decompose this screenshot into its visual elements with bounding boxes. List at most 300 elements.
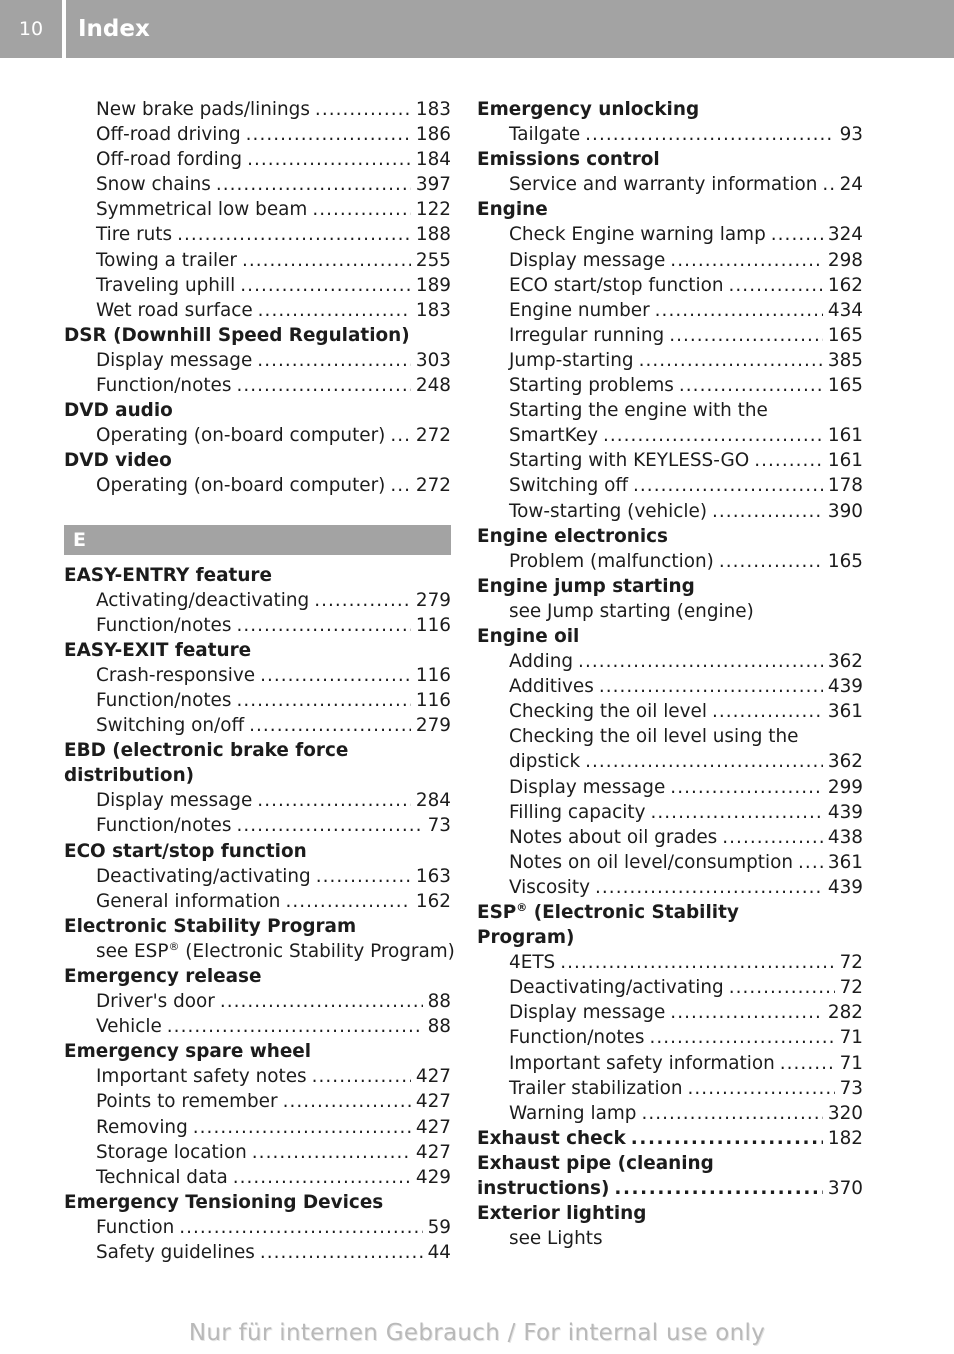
entry-page[interactable]: 279: [415, 715, 451, 737]
index-heading: DSR (Downhill Speed Regulation): [64, 324, 410, 346]
entry-page[interactable]: 165: [827, 324, 863, 346]
index-entry[interactable]: [64, 588, 451, 613]
index-entry[interactable]: [64, 1165, 451, 1190]
dot-leader: [655, 298, 823, 323]
entry-label: New brake pads/linings: [96, 99, 310, 120]
index-entry[interactable]: [64, 663, 451, 688]
index-entry[interactable]: [477, 1126, 863, 1151]
dot-leader: [651, 800, 823, 825]
entry-label: Viscosity: [509, 876, 591, 898]
dot-leader: [390, 473, 411, 498]
entry-page[interactable]: 162: [415, 890, 451, 912]
dot-leader: [679, 373, 823, 398]
index-heading: Emergency Tensioning Devices: [64, 1191, 384, 1213]
index-heading: Emissions control: [477, 149, 660, 171]
entry-page[interactable]: 73: [427, 815, 451, 837]
index-entry[interactable]: [477, 1101, 863, 1126]
entry-page[interactable]: 183: [415, 99, 451, 120]
index-entry[interactable]: [64, 473, 451, 498]
dot-leader: [233, 1165, 411, 1190]
entry-label: Display message: [509, 249, 666, 271]
index-heading: EASY-ENTRY feature: [64, 564, 272, 586]
dot-leader: [315, 97, 411, 122]
entry-page[interactable]: 298: [827, 249, 863, 271]
entry-page[interactable]: 163: [415, 865, 451, 887]
index-entry[interactable]: [477, 122, 863, 147]
entry-label: Function/notes: [96, 375, 232, 397]
index-entry[interactable]: [64, 1089, 451, 1114]
entry-label: Function/notes: [509, 1027, 645, 1049]
entry-label: Operating (on-board computer): [96, 475, 386, 497]
dot-leader: [669, 323, 823, 348]
dot-leader: [242, 248, 411, 273]
dot-leader: [771, 222, 823, 247]
index-entry[interactable]: [64, 889, 451, 914]
index-entry[interactable]: [477, 473, 863, 498]
index-heading: Engine jump starting: [477, 575, 695, 597]
entry-page[interactable]: 284: [415, 790, 451, 812]
page-number: 10: [18, 18, 44, 40]
entry-group-easy-entry: [64, 588, 451, 638]
dot-leader: [719, 549, 823, 574]
entry-page[interactable]: 116: [415, 664, 451, 686]
dot-leader: [729, 975, 835, 1000]
entry-group-ebd: [64, 788, 451, 838]
entry-page[interactable]: 427: [415, 1141, 451, 1163]
entry-page[interactable]: 427: [415, 1091, 451, 1113]
index-column-left: [64, 97, 455, 1265]
index-entry[interactable]: [64, 713, 451, 738]
dot-leader: [722, 825, 823, 850]
entry-page[interactable]: 362: [827, 651, 863, 673]
index-entry[interactable]: [64, 423, 451, 448]
entry-group-easy-exit: [64, 663, 451, 738]
dot-leader: [712, 699, 823, 724]
entry-label: Off-road driving: [96, 124, 241, 146]
index-entry[interactable]: [64, 298, 451, 323]
index-entry[interactable]: [477, 323, 863, 348]
dot-leader: [249, 713, 411, 738]
index-entry[interactable]: [64, 97, 451, 122]
entry-page[interactable]: 24: [839, 174, 863, 196]
entry-label: Important safety notes: [96, 1066, 307, 1088]
dot-leader: [236, 688, 410, 713]
entry-label: Function: [96, 1216, 175, 1238]
index-entry[interactable]: [477, 975, 863, 1000]
entry-group-oil-b: [477, 775, 863, 900]
dot-leader: [822, 172, 834, 197]
index-heading: Exterior lighting: [477, 1203, 647, 1225]
entry-label: Additives: [509, 676, 594, 698]
dot-leader: [260, 1240, 423, 1265]
dot-leader: [754, 448, 823, 473]
index-heading: Engine oil: [477, 625, 580, 647]
entry-group-engine-b: [477, 448, 863, 523]
entry-page[interactable]: 186: [415, 124, 451, 146]
dot-leader: [167, 1014, 423, 1039]
entry-group-spare-wheel: [64, 1064, 451, 1189]
entry-page[interactable]: 362: [827, 751, 863, 773]
entry-label: Safety guidelines: [96, 1242, 255, 1264]
index-entry[interactable]: [64, 989, 451, 1014]
index-entry[interactable]: [64, 1240, 451, 1265]
entry-page[interactable]: 439: [827, 801, 863, 823]
entry-group-oil-dipstick: [477, 749, 863, 774]
entry-page[interactable]: 72: [839, 952, 863, 974]
index-entry[interactable]: [477, 775, 863, 800]
dot-leader: [631, 1126, 823, 1151]
index-entry[interactable]: [477, 273, 863, 298]
dot-leader: [258, 298, 411, 323]
entry-page[interactable]: 390: [827, 500, 863, 522]
entry-label: Vehicle: [96, 1016, 162, 1038]
dot-leader: [649, 1025, 834, 1050]
dot-leader: [585, 749, 823, 774]
index-heading: DVD audio: [64, 400, 173, 422]
entry-page[interactable]: 71: [839, 1052, 863, 1074]
entry-page[interactable]: 438: [827, 826, 863, 848]
entry-page[interactable]: 248: [415, 375, 451, 397]
registered-mark: ®: [168, 939, 180, 953]
index-heading: Emergency unlocking: [477, 99, 700, 120]
entry-label: Adding: [509, 651, 574, 673]
entry-page[interactable]: 429: [415, 1166, 451, 1188]
index-entry[interactable]: [64, 122, 451, 147]
entry-page[interactable]: 44: [427, 1242, 451, 1264]
index-entry[interactable]: [477, 875, 863, 900]
entry-label: Removing: [96, 1116, 188, 1138]
entry-label: Starting with KEYLESS-GO: [509, 450, 750, 472]
entry-page[interactable]: 427: [415, 1066, 451, 1088]
entry-page[interactable]: 272: [415, 475, 451, 497]
index-entry[interactable]: [477, 674, 863, 699]
entry-label: Symmetrical low beam: [96, 199, 308, 221]
index-entry[interactable]: [64, 1215, 451, 1240]
entry-label: Starting problems: [509, 375, 674, 397]
entry-page[interactable]: 72: [839, 977, 863, 999]
entry-page[interactable]: 116: [415, 614, 451, 636]
index-entry[interactable]: [477, 448, 863, 473]
dot-leader: [177, 222, 411, 247]
entry-page[interactable]: 178: [827, 475, 863, 497]
entry-label: Display message: [96, 349, 253, 371]
dot-leader: [670, 248, 823, 273]
index-entry[interactable]: [64, 864, 451, 889]
entry-page[interactable]: 73: [839, 1077, 863, 1099]
entry-page[interactable]: 189: [415, 274, 451, 296]
entry-page[interactable]: 361: [827, 851, 863, 873]
entry-label: Switching off: [509, 475, 629, 497]
entry-group-emergency-release: [64, 989, 451, 1039]
entry-label: Problem (malfunction): [509, 550, 714, 572]
entry-group-top: [64, 97, 451, 323]
index-entry[interactable]: [64, 197, 451, 222]
index-entry[interactable]: [64, 348, 451, 373]
see-reference[interactable]: see Lights: [509, 1228, 603, 1250]
entry-label: Jump-starting: [509, 349, 634, 371]
dot-leader: [312, 197, 411, 222]
dot-leader: [603, 423, 823, 448]
entry-label: 4ETS: [509, 952, 556, 974]
index-entry[interactable]: [477, 298, 863, 323]
entry-page[interactable]: 255: [415, 249, 451, 271]
entry-label: Function/notes: [96, 614, 232, 636]
index-entry[interactable]: [64, 788, 451, 813]
entry-page[interactable]: 188: [415, 224, 451, 246]
dot-leader: [246, 122, 411, 147]
index-entry[interactable]: [477, 1176, 863, 1201]
entry-page[interactable]: 161: [827, 425, 863, 447]
entry-page[interactable]: 161: [827, 450, 863, 472]
dot-leader: [614, 1176, 823, 1201]
entry-page[interactable]: 165: [827, 375, 863, 397]
index-heading: Emergency release: [64, 966, 262, 987]
heading-text: ESP: [477, 902, 517, 923]
entry-page[interactable]: 162: [827, 274, 863, 296]
index-entry[interactable]: [64, 688, 451, 713]
entry-label: Off-road fording: [96, 149, 243, 171]
index-entry[interactable]: [477, 699, 863, 724]
index-entry[interactable]: [64, 1115, 451, 1140]
entry-label: Filling capacity: [509, 801, 646, 823]
entry-page[interactable]: 361: [827, 701, 863, 723]
entry-page[interactable]: 299: [827, 776, 863, 798]
index-entry[interactable]: [64, 813, 451, 838]
dot-leader: [257, 788, 411, 813]
entry-label: Function/notes: [96, 689, 232, 711]
entry-label: Notes about oil grades: [509, 826, 718, 848]
entry-label-wrap: Checking the oil level using the: [509, 726, 799, 748]
index-entry[interactable]: [477, 172, 863, 197]
entry-label: Crash-responsive: [96, 664, 256, 686]
dot-leader: [688, 1076, 835, 1101]
dot-leader: [585, 122, 834, 147]
entry-label: Checking the oil level: [509, 701, 707, 723]
dot-leader: [216, 172, 411, 197]
dot-leader: [257, 348, 411, 373]
index-entry[interactable]: [477, 499, 863, 524]
page-title: Index: [78, 16, 150, 42]
dot-leader: [285, 889, 410, 914]
entry-page[interactable]: 272: [415, 425, 451, 447]
entry-page[interactable]: 183: [415, 299, 451, 321]
index-entry[interactable]: [64, 1140, 451, 1165]
index-entry[interactable]: [477, 825, 863, 850]
entry-page[interactable]: 320: [827, 1102, 863, 1124]
entry-label: Check Engine warning lamp: [509, 224, 766, 246]
entry-label: Important safety information: [509, 1052, 775, 1074]
index-entry[interactable]: [477, 373, 863, 398]
dot-leader: [633, 473, 823, 498]
entry-page[interactable]: 439: [827, 876, 863, 898]
dot-leader: [599, 674, 823, 699]
entry-group-oil: [477, 649, 863, 724]
entry-label: Service and warranty information: [509, 174, 818, 196]
dot-leader: [729, 273, 823, 298]
index-entry[interactable]: [64, 1064, 451, 1089]
see-reference[interactable]: see Jump starting (engine): [509, 600, 754, 622]
index-heading-cont: distribution): [64, 765, 195, 787]
index-entry[interactable]: [477, 248, 863, 273]
entry-label: General information: [96, 890, 281, 912]
dot-leader: [240, 273, 411, 298]
entry-label: Display message: [509, 1002, 666, 1024]
dot-leader: [220, 989, 423, 1014]
dot-leader: [236, 813, 422, 838]
dot-leader: [712, 499, 823, 524]
entry-group-emissions: [477, 172, 863, 197]
entry-page[interactable]: 88: [427, 1016, 451, 1038]
entry-page[interactable]: 116: [415, 689, 451, 711]
index-heading: Engine: [477, 199, 548, 221]
index-heading: Emergency spare wheel: [64, 1041, 312, 1063]
index-heading: DVD video: [64, 450, 172, 472]
entry-page[interactable]: 282: [827, 1002, 863, 1024]
entry-page[interactable]: 439: [827, 676, 863, 698]
header-divider: [62, 0, 66, 58]
index-entry[interactable]: [477, 800, 863, 825]
see-text: (Electronic Stability Program): [179, 940, 455, 962]
index-heading: Exhaust pipe (cleaning: [477, 1152, 714, 1174]
dot-leader: [236, 613, 410, 638]
dot-leader: [314, 588, 411, 613]
see-reference[interactable]: [64, 939, 455, 964]
index-entry[interactable]: [64, 1014, 451, 1039]
index-heading-cont: Program): [477, 927, 575, 949]
index-entry[interactable]: [477, 1051, 863, 1076]
entry-page[interactable]: 427: [415, 1116, 451, 1138]
dot-leader: [236, 373, 410, 398]
index-entry[interactable]: [477, 423, 863, 448]
entry-label: Exhaust check: [477, 1127, 626, 1149]
dot-leader: [639, 348, 823, 373]
entry-label: Snow chains: [96, 174, 211, 196]
entry-label-wrap: Starting the engine with the: [509, 400, 768, 422]
entry-label: Display message: [509, 776, 666, 798]
dot-leader: [578, 649, 823, 674]
entry-page[interactable]: 303: [415, 349, 451, 371]
index-entry[interactable]: [477, 1025, 863, 1050]
entry-label: Storage location: [96, 1141, 247, 1163]
entry-label: Tailgate: [509, 124, 581, 146]
dot-leader: [179, 1215, 422, 1240]
entry-page[interactable]: 59: [427, 1216, 451, 1238]
see-text: see ESP: [96, 940, 169, 962]
entry-group-unlocking: [477, 122, 863, 147]
entry-group-engine: [477, 222, 863, 398]
entry-label: Deactivating/activating: [96, 865, 311, 887]
index-heading: Engine electronics: [477, 525, 668, 547]
dot-leader: [560, 950, 834, 975]
entry-page[interactable]: 165: [827, 550, 863, 572]
dot-leader: [193, 1115, 411, 1140]
dot-leader: [670, 1000, 823, 1025]
entry-label: instructions): [477, 1178, 610, 1200]
entry-group-electronics: [477, 549, 863, 574]
entry-page[interactable]: 88: [427, 991, 451, 1013]
index-entry[interactable]: [477, 1000, 863, 1025]
registered-mark: ®: [516, 901, 528, 914]
index-entry[interactable]: [64, 222, 451, 247]
index-entry[interactable]: [64, 273, 451, 298]
index-heading: [477, 900, 863, 925]
dot-leader: [641, 1101, 822, 1126]
entry-label: Tow-starting (vehicle): [509, 500, 708, 522]
page-header: [0, 0, 954, 58]
entry-group-dvd-video: [64, 473, 451, 498]
index-entry[interactable]: [64, 172, 451, 197]
entry-group-dsr: [64, 348, 451, 398]
entry-page[interactable]: 182: [827, 1127, 863, 1149]
heading-text: (Electronic Stability: [527, 902, 739, 923]
dot-leader: [252, 1140, 411, 1165]
dot-leader: [390, 423, 411, 448]
entry-group-tensioning: [64, 1215, 451, 1265]
index-entry[interactable]: [64, 147, 451, 172]
entry-label: Trailer stabilization: [509, 1077, 683, 1099]
index-heading: EBD (electronic brake force: [64, 740, 349, 762]
index-entry[interactable]: [477, 749, 863, 774]
index-heading: EASY-EXIT feature: [64, 639, 252, 661]
entry-label: Irregular running: [509, 324, 665, 346]
index-entry[interactable]: [64, 373, 451, 398]
entry-page[interactable]: 370: [827, 1178, 863, 1200]
entry-label: Wet road surface: [96, 299, 253, 321]
dot-leader: [312, 1064, 411, 1089]
index-entry[interactable]: [477, 549, 863, 574]
index-entry[interactable]: [64, 613, 451, 638]
entry-label: Points to remember: [96, 1091, 278, 1113]
index-entry[interactable]: [477, 950, 863, 975]
index-entry[interactable]: [477, 1076, 863, 1101]
entry-page[interactable]: 122: [415, 199, 451, 221]
entry-group-eco: [64, 864, 451, 914]
entry-label: Traveling uphill: [96, 274, 236, 296]
entry-page[interactable]: 184: [415, 149, 451, 171]
entry-page[interactable]: 397: [415, 174, 451, 196]
entry-page[interactable]: 279: [415, 589, 451, 611]
section-letter-bar: E: [64, 525, 451, 555]
entry-label: Driver's door: [96, 991, 215, 1013]
index-entry[interactable]: [477, 222, 863, 247]
index-entry[interactable]: [64, 248, 451, 273]
entry-page[interactable]: 385: [827, 349, 863, 371]
entry-label: Activating/deactivating: [96, 589, 310, 611]
dot-leader: [670, 775, 823, 800]
entry-label: Switching on/off: [96, 715, 245, 737]
entry-label: Operating (on-board computer): [96, 425, 386, 447]
index-heading: ECO start/stop function: [64, 840, 307, 862]
entry-page[interactable]: 324: [827, 224, 863, 246]
dot-leader: [260, 663, 411, 688]
entry-label: Notes on oil level/consumption: [509, 851, 794, 873]
index-entry[interactable]: [477, 850, 863, 875]
entry-page[interactable]: 93: [839, 124, 863, 146]
index-entry[interactable]: [477, 348, 863, 373]
entry-label: Tire ruts: [96, 224, 173, 246]
dot-leader: [798, 850, 823, 875]
entry-page[interactable]: 434: [827, 299, 863, 321]
entry-label: Towing a trailer: [96, 249, 237, 271]
index-entry[interactable]: [477, 649, 863, 674]
entry-label: SmartKey: [509, 425, 598, 447]
entry-label: Engine number: [509, 299, 650, 321]
entry-label: Technical data: [96, 1166, 228, 1188]
watermark: Nur für internen Gebrauch / For internal use only: [188, 1320, 766, 1346]
entry-page[interactable]: 71: [839, 1027, 863, 1049]
index-column-right: [477, 97, 863, 1251]
entry-group-esp: [477, 950, 863, 1126]
